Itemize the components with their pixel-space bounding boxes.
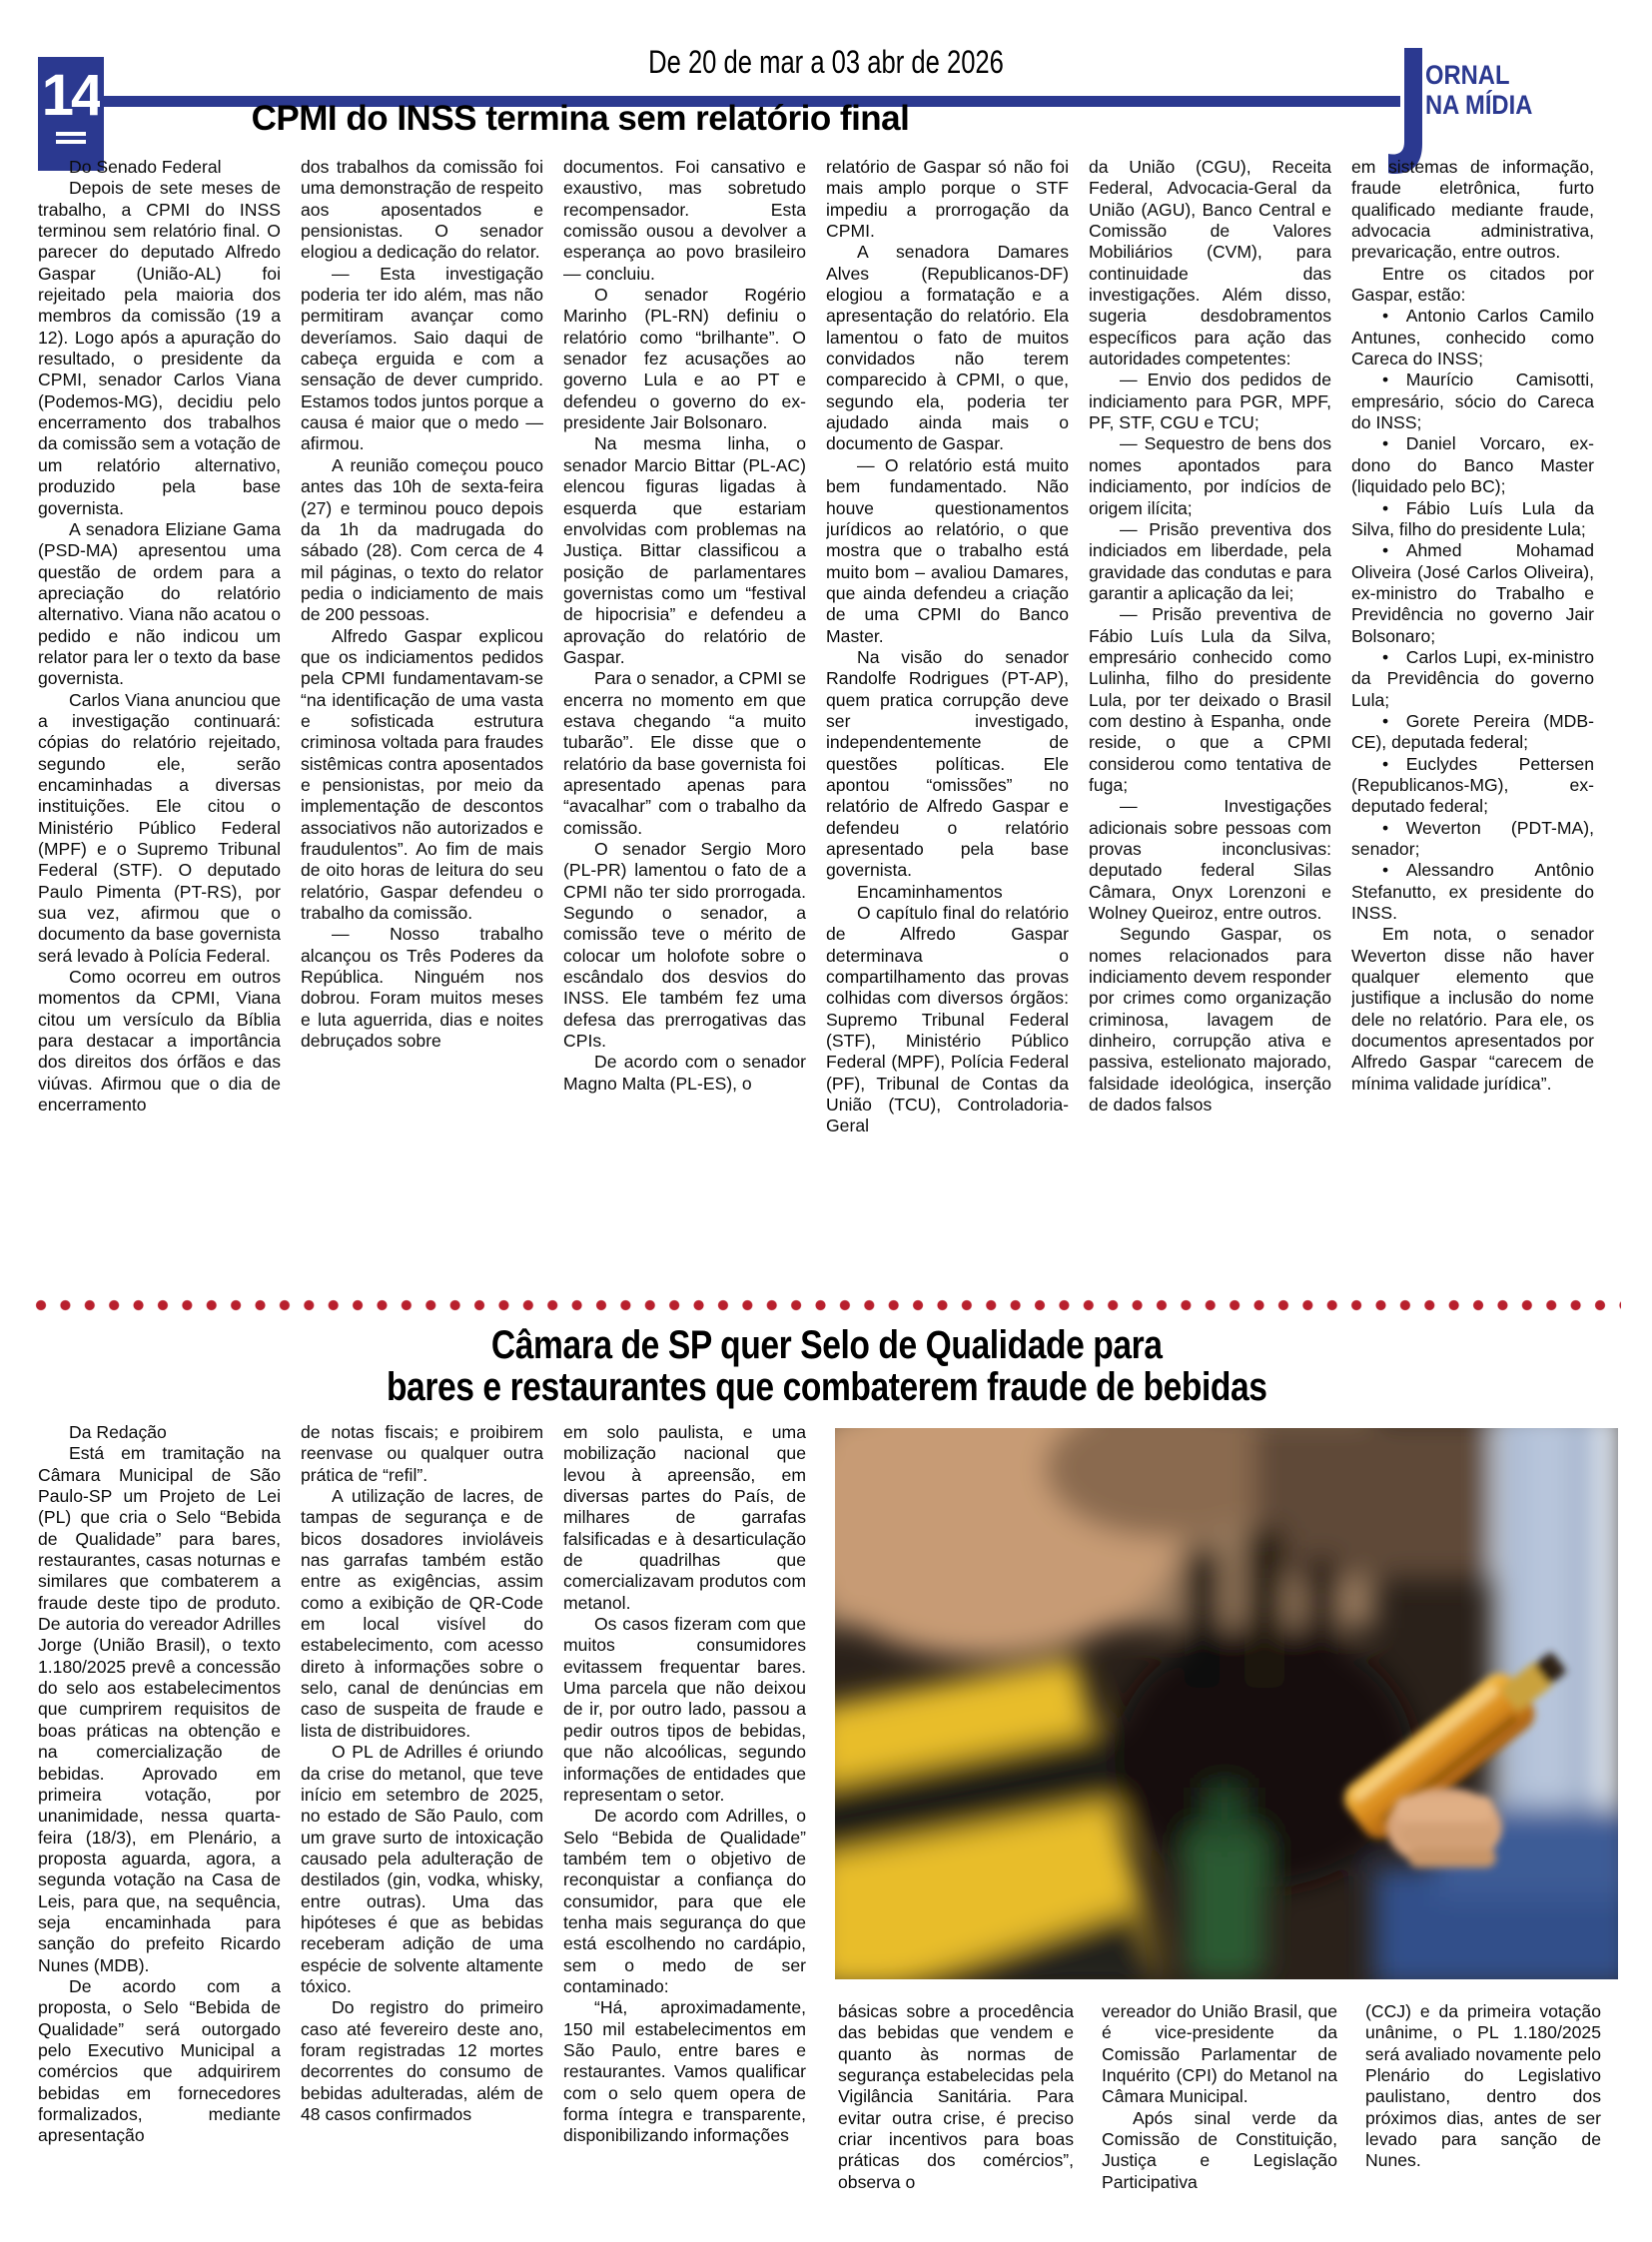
paragraph: — Investigações adicionais sobre pessoas com provas inconclusivas: deputado federal Silas Câmara, Onyx Lorenzoni e Wolney Queiroz, entre outros. [1089,796,1331,924]
paragraph: O senador Sergio Moro (PL-PR) lamentou o fato de a CPMI não ter sido prorrogada. Segundo o senador, a comissão teve o mérito de colocar um holofote sobre o escândalo dos desvios do INSS. Ele também fez uma defesa das prerrogativas das CPIs. [563,839,806,1052]
article1-column-2 [301,157,543,1297]
paragraph: Alfredo Gaspar explicou que os indiciamentos pedidos pela CPMI fundamentavam-se “na identificação de uma vasta e sofisticada estrutura criminosa voltada para fraudes sistêmicas contra aposentados e pensionistas, por meio da implementação de descontos associativos não autorizados e fraudulentos”. Ao fim de mais de oito horas de leitura do seu relatório, Gaspar defendeu o trabalho da comissão. [301,625,543,924]
paragraph: Da Redação [69,1422,167,1442]
article1-column-6 [1351,157,1594,1297]
article2-headline [35,1324,1618,1408]
paragraph: — Esta investigação poderia ter ido além, mas não permitiram avançar como deveríamos. Saio daqui de cabeça erguida e com a sensação de dever cumprido. Estamos todos juntos porque a causa é maior que o medo — afirmou. [301,263,543,454]
paragraph: Segundo Gaspar, os nomes relacionados para indiciamento devem responder por crimes como organização criminosa, lavagem de dinheiro, corrupção ativa e passiva, estelionato majorado, falsidade ideológica, inserção de dados falsos [1089,924,1331,1116]
article1-column-4 [826,157,1069,1297]
dotted-divider [35,1299,1621,1312]
paragraph: básicas sobre a procedência das bebidas que vendem e quanto às normas de segurança estabelecidas pela Vigilância Sanitária. Para evitar outra crise, é preciso criar incentivos para boas práticas dos comércios”, observa o [838,2001,1074,2192]
article1-headline: CPMI do INSS termina sem relatório final [251,99,910,138]
article2-column-1 [38,1422,281,2233]
paragraph: — Prisão preventiva de Fábio Luís Lula da Silva, empresário conhecido como Lulinha, filho do presidente Lula, por ter deixado o Brasil com destino à Espanha, onde reside, o que a CPMI considerou como tentativa de fuga; [1089,604,1331,795]
paragraph: (CCJ) e da primeira votação unânime, o PL 1.180/2025 será avaliado novamente pelo Plenário do Legislativo paulistano, dentro dos próximos dias, antes de ser levado para sanção de Nunes. [1365,2001,1601,2171]
paragraph: documentos. Foi cansativo e exaustivo, mas sobretudo recompensador. Esta comissão ousou a devolver a esperança ao povo brasileiro — concluiu. [563,157,806,284]
paragraph: • Ahmed Mohamad Oliveira (José Carlos Oliveira), ex-ministro do Trabalho e Previdência no governo Jair Bolsonaro; [1351,540,1594,646]
paragraph: — Sequestro de bens dos nomes apontados para indiciamento, por indícios de origem ilícita; [1089,433,1331,518]
paragraph: De acordo com o senador Magno Malta (PL-ES), o [563,1052,806,1094]
article2-column-6 [1365,2001,1601,2233]
edition-date: De 20 de mar a 03 abr de 2026 [648,44,1004,80]
paragraph: • Alessandro Antônio Stefanutto, ex presidente do INSS. [1351,860,1594,924]
paragraph: • Fábio Luís Lula da Silva, filho do presidente Lula; [1351,497,1594,539]
logo-line1: ORNAL [1425,60,1510,90]
paragraph: da União (CGU), Receita Federal, Advocacia-Geral da União (AGU), Banco Central e Comissão de Valores Mobiliários (CVM), para continuidade das investigações. Além disso, sugeria desdobramentos específicos para ação das autoridades competentes: [1089,157,1331,370]
paragraph: A utilização de lacres, de tampas de segurança e de bicos dosadores invioláveis nas garrafas também estão entre as exigências, assim como a exibição de QR-Code em local visível do estabelecimento, com acesso direto à informações sobre o selo, canal de denúncias em caso de suspeita de fraude e lista de distribuidores. [301,1486,543,1741]
page-number: 14 [41,63,101,128]
paragraph: O capítulo final do relatório de Alfredo Gaspar determinava o compartilhamento das provas colhidas com diversos órgãos: Supremo Tribunal Federal (STF), Ministério Público Federal (MPF), Polícia Federal (PF), Tribunal de Contas da União (TCU), Controladoria-Geral [826,903,1069,1136]
article2-column-2 [301,1422,543,2233]
paragraph: — O relatório está muito bem fundamentado. Não houve questionamentos jurídicos ao relatório, o que mostra que o trabalho está muito bom – avaliou Damares, que ainda defendeu a criação de uma CPMI do Banco Master. [826,454,1069,646]
photo-illustration [835,1428,1618,1979]
paragraph: “Há, aproximadamente, 150 mil estabelecimentos em São Paulo, entre bares e restaurantes. Vamos qualificar com o selo quem opera de forma íntegra e transparente, disponibilizando informações [563,1997,806,2146]
paragraph: • Euclydes Pettersen (Republicanos-MG), ex-deputado federal; [1351,753,1594,817]
paragraph: O senador Rogério Marinho (PL-RN) definiu o relatório como “brilhante”. O senador fez acusações ao governo Lula e ao PT e defendeu o governo do ex-presidente Jair Bolsonaro. [563,285,806,433]
paragraph: em solo paulista, e uma mobilização nacional que levou à apreensão, em diversas partes do País, de milhares de garrafas falsificadas e à desarticulação de quadrilhas que comercializavam produtos com metanol. [563,1422,806,1613]
paragraph: A senadora Damares Alves (Republicanos-DF) elogiou a formatação e a apresentação do relatório. Ela lamentou o fato de muitos convidados não terem comparecido à CPMI, o que, segundo ela, poderia ter ajudado ainda mais o documento de Gaspar. [826,242,1069,454]
paragraph: • Antonio Carlos Camilo Antunes, conhecido como Careca do INSS; [1351,306,1594,370]
paragraph: A senadora Eliziane Gama (PSD-MA) apresentou uma questão de ordem para a apreciação do relatório alternativo. Viana não acatou o pedido e não indicou um relator para ler o texto da base governista. [38,518,281,689]
paragraph: O PL de Adrilles é oriundo da crise do metanol, que teve início em setembro de 2025, no estado de São Paulo, com um grave surto de intoxicação causado pela adulteração de destilados (gin, vodka, whisky, entre outras). Uma das hipóteses é que as bebidas receberam adição de uma espécie de solvente altamente tóxico. [301,1742,543,1996]
article2-column-4 [838,2001,1074,2233]
paragraph: de notas fiscais; e proibirem reenvase ou qualquer outra prática de “refil”. [301,1422,543,1485]
paragraph: Após sinal verde da Comissão de Constituição, Justiça e Legislação Participativa [1102,2107,1337,2192]
article1-column-3 [563,157,806,1297]
paragraph: Para o senador, a CPMI se encerra no momento em que estava chegando “a muito tubarão”. Ele disse que o relatório da base governista foi apresentado apenas para “avacalhar” com o trabalho da comissão. [563,668,806,838]
paragraph: Entre os citados por Gaspar, estão: [1351,263,1594,306]
article1-column-1 [38,157,281,1297]
paragraph: Encaminhamentos [857,881,1003,902]
paragraph: relatório de Gaspar só não foi mais amplo porque o STF impediu a prorrogação da CPMI. [826,157,1069,242]
paragraph: Está em tramitação na Câmara Municipal de São Paulo-SP um Projeto de Lei (PL) que cria o Selo “Bebida de Qualidade” para bares, restaurantes, casas noturnas e similares que combaterem a fraude deste tipo de produto. De autoria do vereador Adrilles Jorge (União Brasil), o texto 1.180/2025 prevê a concessão do selo aos estabelecimentos que cumprirem requisitos de boas práticas na obtenção e na comercialização de bebidas. Aprovado em primeira votação, por unanimidade, nessa quarta-feira (18/3), em Plenário, a proposta aguarda, agora, a segunda votação na Casa de Leis, para que, na sequência, seja encaminhada para sanção do prefeito Ricardo Nunes (MDB). [38,1443,281,1975]
paragraph: Do Senado Federal [69,157,222,177]
paragraph: Na mesma linha, o senador Marcio Bittar (PL-AC) elencou figuras ligadas à esquerda que estariam envolvidas com problemas na Justiça. Bittar classificou a posição de parlamentares governistas como um “festival de hipocrisia” e defendeu a aprovação do relatório de Gaspar. [563,433,806,667]
paragraph: • Weverton (PDT-MA), senador; [1351,817,1594,859]
paragraph: vereador do União Brasil, que é vice-presidente da Comissão Parlamentar de Inquérito (CPI) do Metanol na Câmara Municipal. [1102,2001,1337,2107]
paragraph: A reunião começou pouco antes das 10h de sexta-feira (27) e terminou pouco depois da 1h da madrugada do sábado (28). Com cerca de 4 mil páginas, o texto do relator pedia o indiciamento de mais de 200 pessoas. [301,454,543,625]
article2-headline-line1: Câmara de SP quer Selo de Qualidade para [490,1323,1163,1367]
paragraph: Os casos fizeram com que muitos consumidores evitassem frequentar bares. Uma parcela que não deixou de ir, por outro lado, passou a pedir outros tipos de bebidas, que não alcoólicas, segundo informações de entidades que representam o setor. [563,1614,806,1805]
article2-column-3 [563,1422,806,2233]
paragraph: Depois de sete meses de trabalho, a CPMI do INSS terminou sem relatório final. O parecer do deputado Alfredo Gaspar (União-AL) foi rejeitado pela maioria dos membros da comissão (19 a 12). Logo após a apuração do resultado, o presidente da CPMI, senador Carlos Viana (Podemos-MG), decidiu pelo encerramento dos trabalhos da comissão sem a votação de um relatório alternativo, produzido pela base governista. [38,178,281,518]
logo-line2: NA MÍDIA [1425,90,1533,120]
liquor-bottle-inspection-photo [835,1428,1618,1979]
paragraph: Em nota, o senador Weverton disse não haver qualquer elemento que justifique a inclusão do nome dele no relatório. Para ele, os documentos apresentados por Alfredo Gaspar “carecem de mínima validade jurídica”. [1351,924,1594,1094]
paragraph: • Carlos Lupi, ex-ministro da Previdência do governo Lula; [1351,646,1594,710]
paragraph: • Gorete Pereira (MDB-CE), deputada federal; [1351,710,1594,753]
paragraph: Do registro do primeiro caso até fevereiro deste ano, foram registradas 12 mortes decorrentes do consumo de bebidas adulteradas, além de 48 casos confirmados [301,1997,543,2124]
paragraph: em sistemas de informação, fraude eletrônica, furto qualificado mediante fraude, advocacia administrativa, prevaricação, entre outros. [1351,157,1594,263]
paragraph: Na visão do senador Randolfe Rodrigues (PT-AP), quem pratica corrupção deve ser investigado, independentemente de questões políticas. Ele apontou “omissões” no relatório de Alfredo Gaspar e defendeu o relatório apresentado pela base governista. [826,646,1069,881]
holding-hand [1386,1788,1502,1868]
paragraph: • Daniel Vorcaro, ex-dono do Banco Master (liquidado pelo BC); [1351,433,1594,497]
paragraph: • Maurício Camisotti, empresário, sócio do Careca do INSS; [1351,370,1594,433]
paragraph: De acordo com Adrilles, o Selo “Bebida de Qualidade” também tem o objetivo de reconquistar a confiança do consumidor, para que ele tenha mais segurança do que está escolhendo no cardápio, sem o medo de ser contaminado: [563,1806,806,1996]
article2-headline-line2: bares e restaurantes que combaterem fraude de bebidas [386,1365,1267,1409]
paragraph: — Prisão preventiva dos indiciados em liberdade, pela gravidade das condutas e para garantir a aplicação da lei; [1089,518,1331,603]
paragraph: — Envio dos pedidos de indiciamento para PGR, MPF, PF, STF, CGU e TCU; [1089,370,1331,433]
paragraph: dos trabalhos da comissão foi uma demonstração de respeito aos aposentados e pensionistas. O senador elogiou a dedicação do relator. [301,157,543,263]
paragraph: Carlos Viana anunciou que a investigação continuará: cópias do relatório rejeitado, segundo ele, serão encaminhadas a diversas instituições. Ele citou o Ministério Público Federal (MPF) e o Supremo Tribunal Federal (STF). O deputado Paulo Pimenta (PT-RS), por sua vez, afirmou que o documento da base governista será levado à Polícia Federal. [38,689,281,966]
article2-column-5 [1102,2001,1337,2233]
article1-column-5 [1089,157,1331,1297]
paragraph: De acordo com a proposta, o Selo “Bebida de Qualidade” será outorgado pelo Executivo Municipal a comércios que adquirirem bebidas em fornecedores formalizados, mediante apresentação [38,1975,281,2146]
paragraph: — Nosso trabalho alcançou os Três Poderes da República. Ninguém nos dobrou. Foram muitos meses e luta aguerrida, dias e noites debruçados sobre [301,924,543,1052]
paragraph: Como ocorreu em outros momentos da CPMI, Viana citou um versículo da Bíblia para destacar a importância dos direitos dos órfãos e das viúvas. Afirmou que o dia de encerramento [38,967,281,1116]
